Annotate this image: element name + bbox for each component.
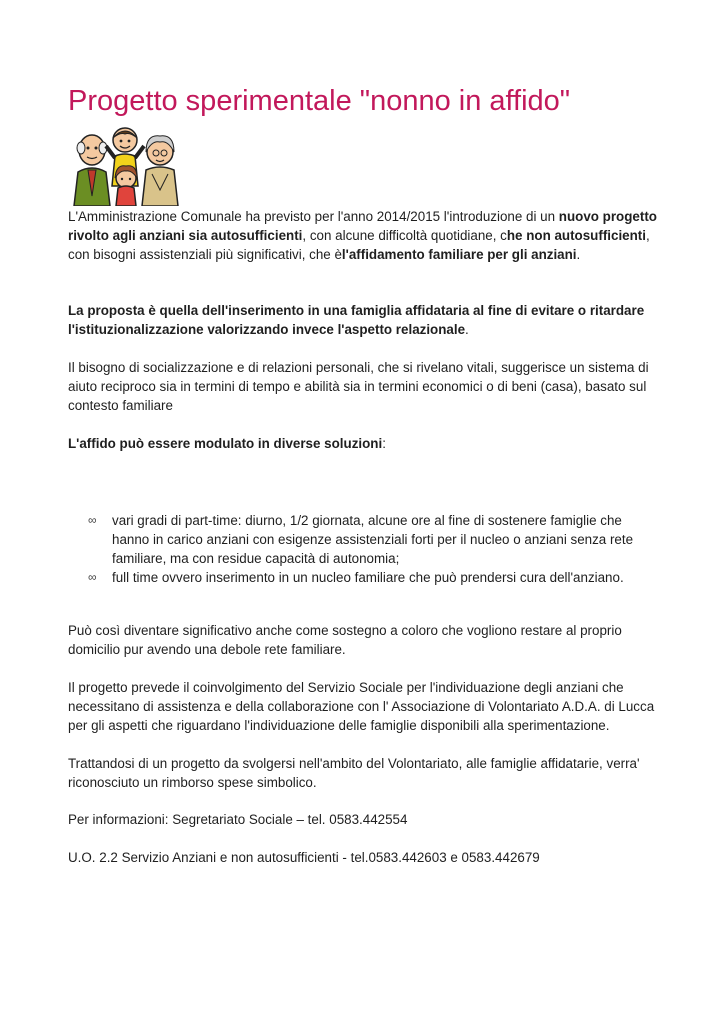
proposal-text: . [465, 322, 469, 337]
option-text: vari gradi di part-time: diurno, 1/2 giornata, alcune ore al fine di sostenere famiglie che hanno in carico anziani con esigenze assistenziali forti per il nucleo o anziani senza rete familiare, ma con residue capacità di autonomia; [112, 513, 634, 566]
modulation-bold: L'affido può essere modulato in diverse soluzioni [68, 436, 383, 451]
need-paragraph: Il bisogno di socializzazione e di relazioni personali, che si rivelano vitali, suggerisce un sistema di aiuto reciproco sia in termini di tempo e abilità sia in termini economici o di beni (casa), basato sul contesto familiare [68, 360, 649, 413]
intro-text-3: , con bisogni assistenziali più significativi, che è [68, 228, 650, 262]
modulation-paragraph [68, 434, 660, 453]
intro-bold-3: l'affidamento familiare per gli anziani [341, 247, 577, 262]
family-illustration-icon [70, 126, 184, 206]
support-paragraph: Può così diventare significativo anche come sostegno a coloro che vogliono restare al proprio domicilio pur avendo una debole rete familiare. [68, 623, 622, 657]
intro-text-4: . [576, 247, 581, 262]
modulation-text: : [382, 436, 386, 451]
involvement-paragraph: Il progetto prevede il coinvolgimento del Servizio Sociale per l'individuazione degli anziani che necessitano di assistenza e della collaborazione con l' Associazione di Volontariato A.D.A. di Lucca per gli aspetti che riguardano l'individuazione delle famiglie disponibili alla sperimentazione. [68, 680, 655, 733]
contact-info: Per informazioni: Segretariato Sociale – tel. 0583.442554 [68, 812, 408, 827]
proposal-bold: La proposta è quella dell'inserimento in una famiglia affidataria al fine di evitare o ritardare l'istituzionalizzazione valorizzando invece l'aspetto relazionale [68, 303, 645, 337]
bullet-icon: ∞ [88, 513, 97, 527]
intro-bold-2: he non autosufficienti [506, 228, 646, 243]
options-list [68, 511, 660, 587]
option-text: full time ovvero inserimento in un nucleo familiare che può prendersi cura dell'anziano. [112, 570, 624, 585]
contact-office: U.O. 2.2 Servizio Anziani e non autosufficienti - tel.0583.442603 e 0583.442679 [68, 850, 540, 865]
intro-bold-1: nuovo progetto rivolto agli anziani sia autosufficienti [68, 209, 657, 243]
list-item [68, 511, 660, 568]
intro-text-2: , con alcune difficoltà quotidiane, c [302, 228, 507, 243]
list-item [68, 568, 660, 587]
page-title: Progetto sperimentale "nonno in affido" [68, 85, 571, 117]
intro-text-1: L'Amministrazione Comunale ha previsto per l'anno 2014/2015 l'introduzione di un [68, 209, 559, 224]
proposal-paragraph [68, 301, 660, 339]
bullet-icon: ∞ [88, 570, 97, 584]
reimbursement-paragraph: Trattandosi di un progetto da svolgersi nell'ambito del Volontariato, alle famiglie affidatarie, verra' riconosciuto un rimborso spese simbolico. [68, 756, 640, 790]
intro-paragraph [68, 207, 660, 264]
